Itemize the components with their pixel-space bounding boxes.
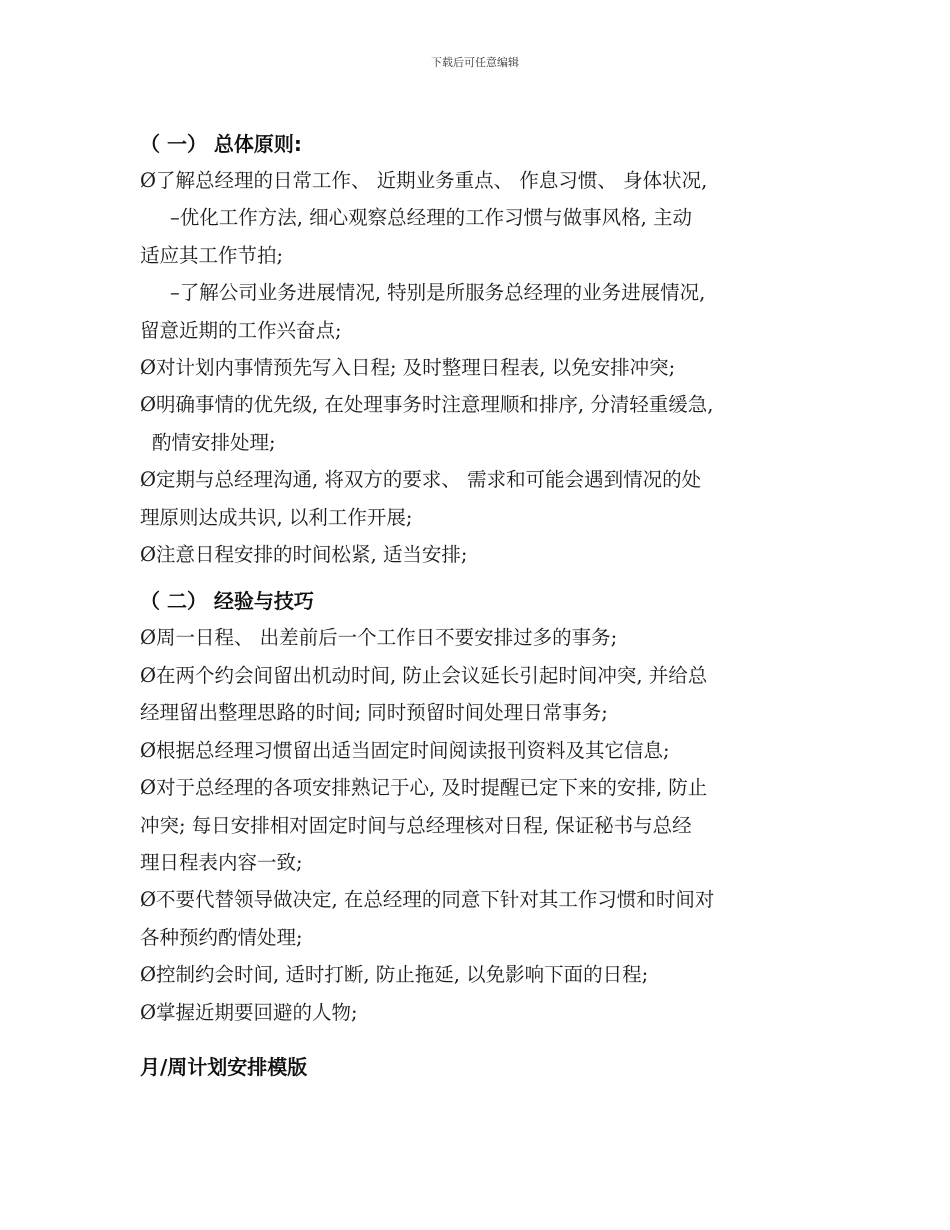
section-spacer	[140, 573, 830, 583]
section-spacer	[140, 1031, 830, 1049]
paragraph-line: 各种预约酌情处理;	[140, 925, 303, 949]
paragraph-line: Ø不要代替领导做决定, 在总经理的同意下针对其工作习惯和时间对	[140, 888, 715, 912]
paragraph-line: Ø注意日程安排的时间松紧, 适当安排;	[140, 543, 468, 567]
paragraph-line: 理日程表内容一致;	[140, 850, 303, 874]
paragraph-line: Ø对于总经理的各项安排熟记于心, 及时提醒已定下来的安排, 防止	[140, 776, 708, 800]
paragraph-line: 冲突; 每日安排相对固定时间与总经理核对日程, 保证秘书与总经	[140, 813, 692, 837]
section-heading-plan-template: 月/周计划安排模版	[140, 1054, 308, 1079]
paragraph-line: Ø在两个约会间留出机动时间, 防止会议延长引起时间冲突, 并给总	[140, 663, 708, 687]
paragraph-line: Ø明确事情的优先级, 在处理事务时注意理顺和排序, 分清轻重缓急,	[140, 393, 714, 417]
section-heading-experience-tips: （ 二） 经验与技巧	[140, 589, 314, 614]
paragraph-line: Ø掌握近期要回避的人物;	[140, 1000, 358, 1024]
paragraph-line: 经理留出整理思路的时间; 同时预留时间处理日常事务;	[140, 701, 608, 725]
paragraph-line: 适应其工作节拍;	[140, 243, 284, 267]
paragraph-line: 理原则达成共识, 以利工作开展;	[140, 505, 413, 529]
paragraph-line: –优化工作方法, 细心观察总经理的工作习惯与做事风格, 主动	[170, 206, 693, 230]
section-heading-general-principles: （ 一） 总体原则:	[140, 132, 302, 156]
paragraph-line: 留意近期的工作兴奋点;	[140, 318, 342, 342]
document-body	[140, 126, 830, 1085]
paragraph-line: Ø周一日程、 出差前后一个工作日不要安排过多的事务;	[140, 626, 618, 650]
paragraph-line: –了解公司业务进展情况, 特别是所服务总经理的业务进展情况,	[170, 281, 706, 305]
page-header-note: 下载后可任意编辑	[431, 56, 519, 69]
paragraph-line: Ø定期与总经理沟通, 将双方的要求、 需求和可能会遇到情况的处	[140, 468, 702, 492]
paragraph-line: 酌情安排处理;	[152, 430, 276, 454]
paragraph-line: Ø了解总经理的日常工作、 近期业务重点、 作息习惯、 身体状况,	[140, 169, 708, 192]
paragraph-line: Ø对计划内事情预先写入日程; 及时整理日程表, 以免安排冲突;	[140, 356, 676, 380]
paragraph-line: Ø根据总经理习惯留出适当固定时间阅读报刊资料及其它信息;	[140, 738, 670, 762]
paragraph-line: Ø控制约会时间, 适时打断, 防止拖延, 以免影响下面的日程;	[140, 963, 649, 987]
